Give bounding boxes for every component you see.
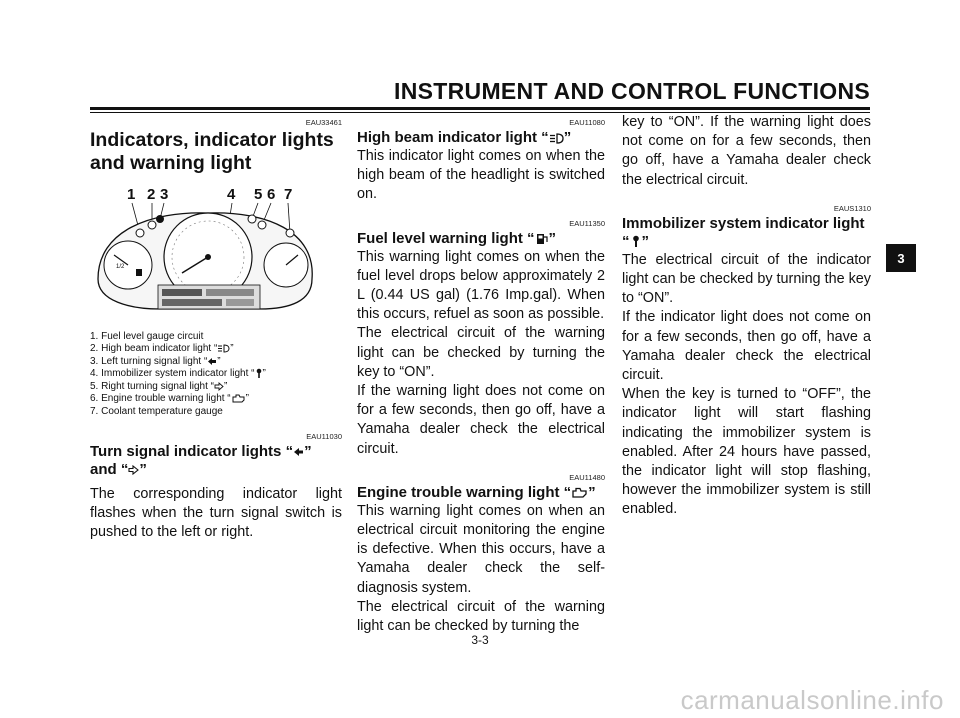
caption-6: 6. Engine trouble warning light “ ”: [90, 393, 249, 405]
caption-2: 2. High beam indicator light “ ”: [90, 343, 234, 355]
instrument-cluster-figure: [90, 181, 320, 329]
column-1: [90, 118, 342, 543]
figure-number-5: 5: [254, 186, 263, 203]
reference-code: EAU33461: [305, 118, 342, 127]
watermark: carmanualsonline.info: [680, 685, 944, 715]
page-number: 3-3: [471, 633, 489, 647]
figure-number-6: 6: [267, 186, 276, 203]
section-heading: Indicators, indicator lights and warning light: [90, 129, 334, 174]
caption-3: 3. Left turning signal light “ ”: [90, 355, 221, 367]
figure-number-1: 1: [127, 186, 136, 203]
header-rule: [90, 107, 870, 110]
immobilizer-heading-icon-line: “ ”: [622, 232, 649, 250]
fuel-level-text-3: If the warning light does not come on for a few seconds, then go off, have a Yamaha dealer check the electrical circuit.: [357, 383, 605, 457]
caption-5: 5. Right turning signal light “ ”: [90, 380, 228, 392]
immobilizer-heading: Immobilizer system indicator light: [622, 214, 865, 232]
reference-code: EAUS1310: [833, 203, 871, 213]
caption-4: 4. Immobilizer system indicator light “ ”: [90, 368, 266, 380]
high-beam-icon: [549, 133, 564, 144]
engine-trouble-text-1: This warning light comes on when an electrical circuit monitoring the engine is defective. When this occurs, have a Yamaha dealer check the self-diagnosis system.: [357, 502, 605, 596]
fuel-level-heading: Fuel level warning light “ ”: [357, 229, 557, 247]
reference-code: EAU11080: [569, 118, 605, 127]
immobilizer-text-3: When the key is turned to “OFF”, the indicator light will start flashing indicating the immobilizer system is enabled. After 24 hours have passed, the indicator light will stop flashing, however the immobilizer system is still enabled.: [622, 386, 871, 518]
figure-number-4: 4: [227, 186, 236, 203]
engine-icon: [571, 487, 588, 499]
figure-number-3: 3: [160, 186, 169, 203]
figure-captions: [90, 331, 342, 418]
immobilizer-text-1: The electrical circuit of the indicator light can be checked by turning the key to “ON”.: [622, 251, 871, 307]
right-turn-icon: [214, 382, 224, 391]
column-3: [622, 113, 871, 520]
engine-icon: [231, 394, 246, 404]
engine-trouble-text-2: The electrical circuit of the warning light can be checked by turning the: [357, 598, 605, 635]
turn-signal-heading: Turn signal indicator lights “ ” and “ ”: [90, 442, 312, 478]
chapter-tab: 3: [886, 244, 916, 272]
key-icon: [630, 235, 642, 248]
figure-number-2: 2: [147, 186, 156, 203]
section-title: INSTRUMENT AND CONTROL FUNCTIONS: [394, 78, 870, 104]
engine-trouble-heading: Engine trouble warning light “ ”: [357, 483, 596, 501]
figure-number-7: 7: [284, 186, 293, 203]
high-beam-text: This indicator light comes on when the high beam of the headlight is switched on.: [357, 148, 605, 203]
caption-7: 7. Coolant temperature gauge: [90, 405, 223, 417]
fuel-level-text-2: The electrical circuit of the warning light can be checked by turning the key to “ON”.: [357, 325, 605, 380]
left-turn-icon: [293, 447, 304, 457]
fuel-pump-icon: [535, 232, 549, 245]
right-turn-icon: [128, 465, 139, 475]
left-turn-icon: [207, 357, 217, 366]
key-icon: [255, 368, 263, 379]
high-beam-icon: [217, 344, 230, 353]
high-beam-heading: High beam indicator light “ ”: [357, 129, 572, 146]
svg-text:1/2: 1/2: [116, 264, 125, 270]
reference-code: EAU11350: [569, 218, 605, 228]
fuel-level-text-1: This warning light comes on when the fuel level drops below approximately 2 L (0.44 US gal) (1.76 Imp.gal). When this occurs, refuel as soon as possible.: [357, 248, 605, 323]
caption-1: 1. Fuel level gauge circuit: [90, 331, 204, 342]
turn-signal-text: The corresponding indicator light flashes when the turn signal switch is pushed to the left or right.: [90, 485, 342, 541]
instrument-cluster-icon: [90, 181, 320, 329]
reference-code: EAU11030: [306, 431, 342, 441]
immobilizer-text-2: If the indicator light does not come on for a few seconds, then go off, have a Yamaha dealer check the electrical circuit.: [622, 309, 871, 384]
continued-text: key to “ON”. If the warning light does not come on for a few seconds, then go off, have a Yamaha dealer check the electrical circuit.: [622, 114, 871, 188]
column-2: [357, 118, 605, 636]
reference-code: EAU11480: [569, 472, 605, 482]
